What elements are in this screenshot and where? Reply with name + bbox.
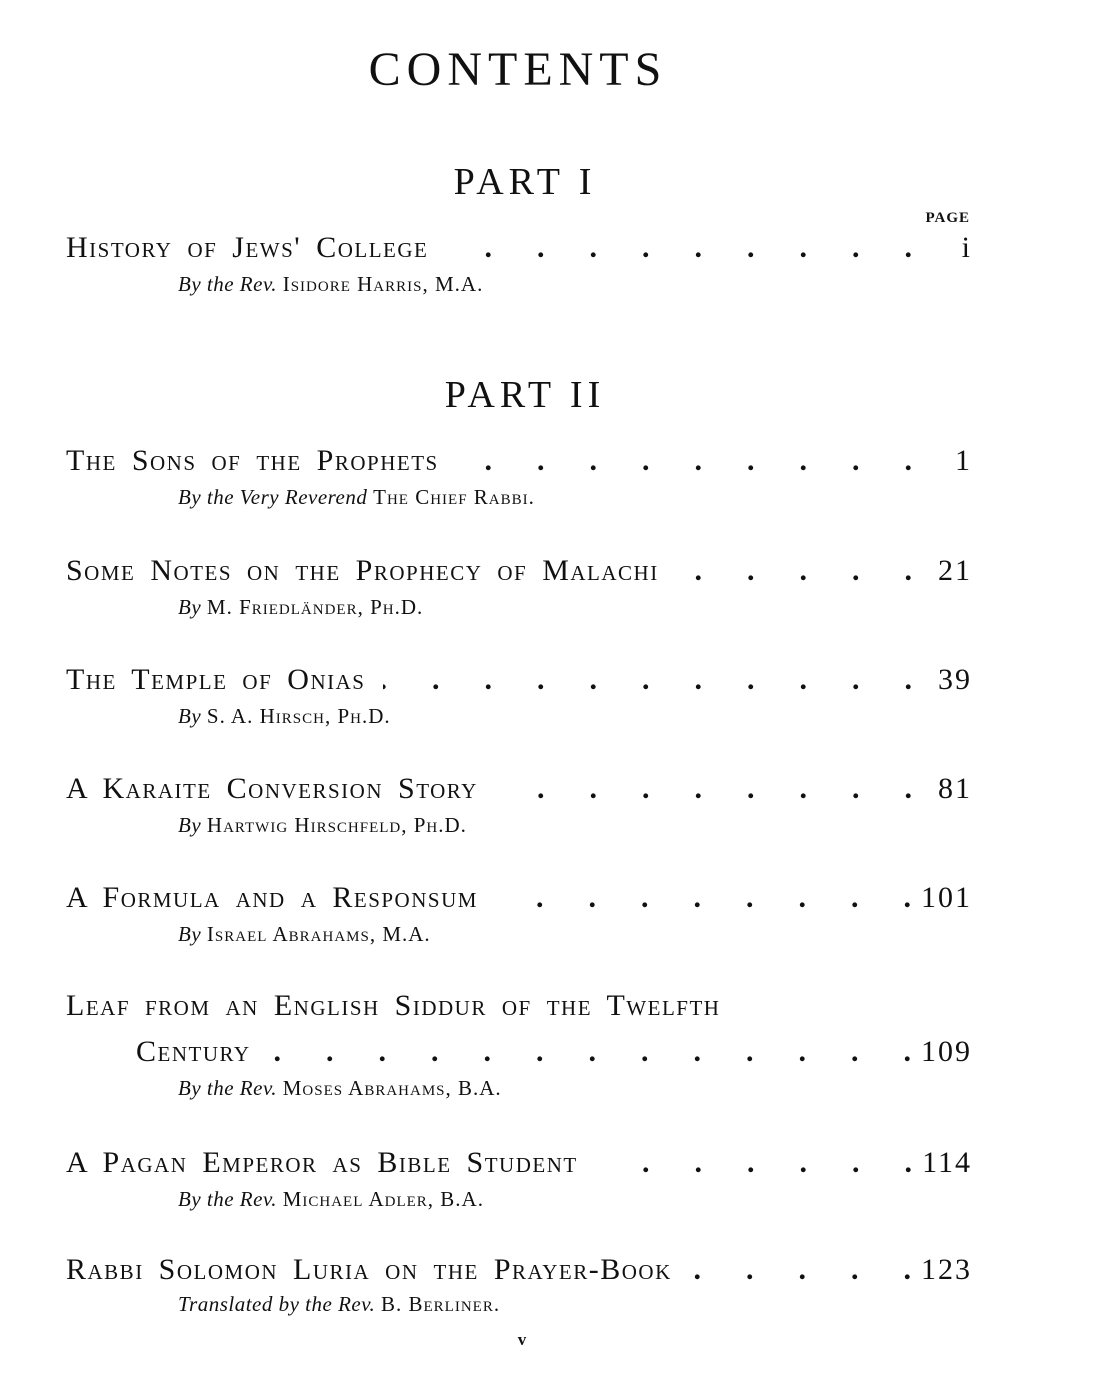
- byline-prefix: By: [178, 704, 202, 728]
- entry-byline: [66, 1187, 972, 1212]
- dot-leader: [496, 878, 911, 918]
- toc-entry-prophecy-of-malachi[interactable]: [66, 551, 972, 620]
- dot-leader: [269, 1032, 911, 1072]
- byline-prefix: By: [178, 813, 202, 837]
- dot-leader: [690, 1250, 911, 1290]
- entry-title-line: [66, 660, 972, 700]
- dot-leader: [383, 660, 912, 700]
- entry-byline: [66, 1292, 972, 1317]
- entry-page-number: i: [961, 231, 972, 264]
- entry-title: A Karaite Conversion Story: [66, 772, 478, 805]
- entry-page-number: 39: [938, 663, 972, 696]
- page-folio-number: v: [517, 1330, 527, 1349]
- entry-title-continued-line: [66, 1032, 972, 1072]
- dot-leader: [496, 769, 912, 809]
- byline-author: Hartwig Hirschfeld, Ph.D.: [206, 813, 467, 837]
- entry-title: Rabbi Solomon Luria on the Prayer-Book: [66, 1253, 672, 1286]
- entry-title: History of Jews' College: [66, 231, 429, 264]
- entry-page-number: 123: [921, 1253, 972, 1286]
- entry-byline: [66, 272, 972, 297]
- entry-title: Leaf from an English Siddur of the Twelfth: [66, 989, 721, 1022]
- byline-prefix: By the Rev.: [178, 1076, 277, 1100]
- byline-author: Moses Abrahams, B.A.: [282, 1076, 502, 1100]
- dot-leader: [457, 441, 912, 481]
- entry-byline: [66, 595, 972, 620]
- dot-leader: [677, 551, 912, 591]
- toc-entry-temple-of-onias[interactable]: [66, 660, 972, 729]
- toc-entry-formula-and-responsum[interactable]: [66, 878, 972, 947]
- entry-page-number: 81: [938, 772, 972, 805]
- entry-title-line: [66, 551, 972, 591]
- dot-leader: [596, 1143, 912, 1183]
- entry-title: A Pagan Emperor as Bible Student: [66, 1146, 578, 1179]
- entry-byline: [66, 1076, 972, 1101]
- dot-leader: [446, 228, 912, 268]
- toc-entry-karaite-conversion-story[interactable]: [66, 769, 972, 838]
- entry-title-line: [66, 441, 972, 481]
- entry-page-number: 101: [921, 881, 972, 914]
- entry-title: The Temple of Onias: [66, 663, 366, 696]
- toc-entry-pagan-emperor[interactable]: [66, 1143, 972, 1212]
- entry-title-line: [66, 986, 972, 1026]
- entry-title-line: [66, 769, 972, 809]
- byline-author: Michael Adler, B.A.: [282, 1187, 484, 1211]
- toc-entry-sons-of-the-prophets[interactable]: [66, 441, 972, 510]
- entry-byline: [66, 813, 972, 838]
- entry-title-line: [66, 228, 972, 268]
- entry-page-number: 109: [921, 1035, 972, 1068]
- byline-prefix: By: [178, 922, 202, 946]
- toc-entry-solomon-luria[interactable]: [66, 1250, 972, 1317]
- entry-byline: [66, 704, 972, 729]
- byline-prefix: By the Rev.: [178, 1187, 277, 1211]
- entry-title-line: [66, 1250, 972, 1290]
- byline-author: Isidore Harris, M.A.: [282, 272, 484, 296]
- part-heading-1: PART I: [453, 161, 597, 203]
- toc-entry-english-siddur-leaf[interactable]: [66, 986, 972, 1101]
- entry-byline: [66, 922, 972, 947]
- byline-prefix: Translated by the Rev.: [178, 1292, 376, 1316]
- byline-prefix: By the Rev.: [178, 272, 277, 296]
- page-column-label: PAGE: [925, 210, 970, 226]
- byline-author: M. Friedländer, Ph.D.: [206, 595, 424, 619]
- entry-title-continued: Century: [136, 1035, 251, 1068]
- byline-author: B. Berliner.: [381, 1292, 501, 1316]
- byline-prefix: By: [178, 595, 202, 619]
- entry-byline: [66, 485, 972, 510]
- entry-page-number: 21: [938, 554, 972, 587]
- entry-title: The Sons of the Prophets: [66, 444, 439, 477]
- toc-entry-history-of-jews-college[interactable]: [66, 228, 972, 297]
- byline-prefix: By the Very Reverend: [178, 485, 368, 509]
- entry-title-line: [66, 1143, 972, 1183]
- entry-title-line: [66, 878, 972, 918]
- part-heading-2: PART II: [444, 374, 606, 416]
- entry-title: Some Notes on the Prophecy of Malachi: [66, 554, 659, 587]
- entry-page-number: 114: [922, 1146, 972, 1179]
- entry-title: A Formula and a Responsum: [66, 881, 478, 914]
- byline-author: S. A. Hirsch, Ph.D.: [206, 704, 391, 728]
- page-title: CONTENTS: [368, 43, 668, 96]
- byline-author: Israel Abrahams, M.A.: [206, 922, 431, 946]
- byline-author: The Chief Rabbi.: [373, 485, 535, 509]
- entry-page-number: 1: [955, 444, 972, 477]
